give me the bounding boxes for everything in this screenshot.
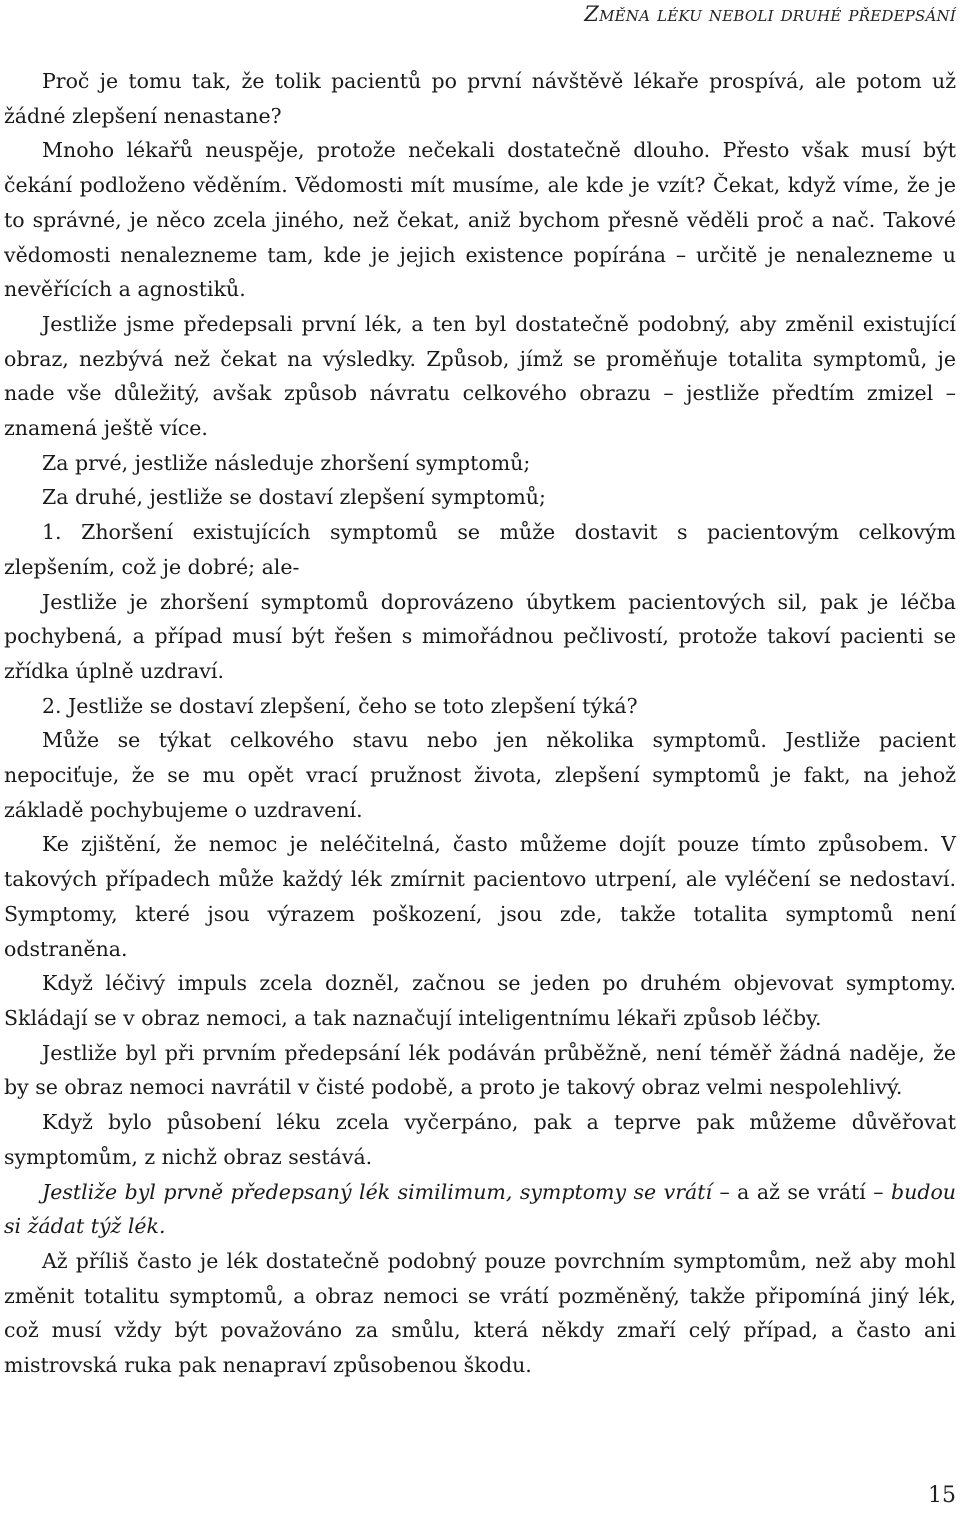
paragraph: 2. Jestliže se dostaví zlepšení, čeho se toto zlepšení týká? [42, 693, 638, 718]
paragraph: Jestliže byl při prvním předepsání lék podáván průběžně, není téměř žádná naděje, že by se obraz nemoci navrátil v čisté podobě, a proto je takový obraz velmi nespolehlivý. [4, 1040, 956, 1100]
paragraph: Za druhé, jestliže se dostaví zlepšení symptomů; [42, 485, 546, 510]
paragraph: 1. Zhoršení existujících symptomů se může dostavit s pacientovým celkovým zlepšením, což je dobré; ale- [4, 520, 956, 579]
paragraph: Jestliže je zhoršení symptomů doprovázeno úbytkem pacientových sil, pak je léčba pochybená, a případ musí být řešen s mimořádnou pečlivostí, protože takoví pacienti se zřídka úplně uzdraví. [4, 589, 956, 683]
page-number: 15 [928, 1483, 956, 1508]
paragraph: Za prvé, jestliže následuje zhoršení symptomů; [42, 450, 531, 475]
paragraph: Když léčivý impuls zcela dozněl, začnou se jeden po druhém objevovat symptomy. Skládají se v obraz nemoci, a tak naznačují inteligentnímu lékaři způsob léčby. [4, 971, 956, 1030]
paragraph: Proč je tomu tak, že tolik pacientů po první návštěvě lékaře prospívá, ale potom už žádné zlepšení nenastane? [4, 69, 956, 128]
paragraph: Může se týkat celkového stavu nebo jen několika symptomů. Jestliže pacient nepociťuje, že se mu opět vrací pružnost života, zlepšení symptomů je fakt, na jehož základě pochybujeme o uzdravení. [4, 728, 956, 822]
paragraph: Jestliže jsme předepsali první lék, a ten byl dostatečně podobný, aby změnil existující obraz, nezbývá než čekat na výsledky. Způsob, jímž se proměňuje totalita symptomů, je nade vše důležitý, avšak způsob návratu celkového obrazu – jestliže předtím zmizel – znamená ještě více. [4, 311, 956, 441]
paragraph: Až příliš často je lék dostatečně podobný pouze povrchním symptomům, než aby mohl změnit totalitu symptomů, a obraz nemoci se vrátí pozměněný, takže připomíná jiný lék, což musí vždy být považováno za smůlu, která někdy zmaří celý případ, a často ani mistrovská ruka pak nenapraví způsobenou škodu. [4, 1248, 956, 1378]
italic-text: Jestliže byl prvně předepsaný lék similimum, symptomy se vrátí [42, 1179, 713, 1204]
running-head: Změna léku neboli druhé předepsání [584, 2, 956, 26]
italic-text: budou si žádat týž lék. [4, 1179, 956, 1239]
paragraph: Ke zjištění, že nemoc je neléčitelná, často můžeme dojít pouze tímto způsobem. V takových případech může každý lék zmírnit pacientovo utrpení, ale vyléčení se nedostaví. Symptomy, které jsou výrazem poškození, jsou zde, takže totalita symptomů není odstraněna. [4, 832, 956, 961]
paragraph: Mnoho lékařů neuspěje, protože nečekali dostatečně dlouho. Přesto však musí být čekání podloženo věděním. Vědomosti mít musíme, ale kde je vzít? Čekat, když víme, že je to správné, je něco zcela jiného, než čekat, aniž bychom přesně věděli proč a nač. Takové vědomosti nenalezneme tam, kde je jejich existence popírána – určitě je nenalezneme u nevěřících a agnostiků. [4, 138, 956, 302]
italic-paragraph [4, 1175, 956, 1244]
body-text [4, 64, 956, 1383]
roman-text: – a až se vrátí – [712, 1179, 891, 1204]
paragraph: Když bylo působení léku zcela vyčerpáno, pak a teprve pak můžeme důvěřovat symptomům, z nichž obraz sestává. [4, 1110, 956, 1169]
